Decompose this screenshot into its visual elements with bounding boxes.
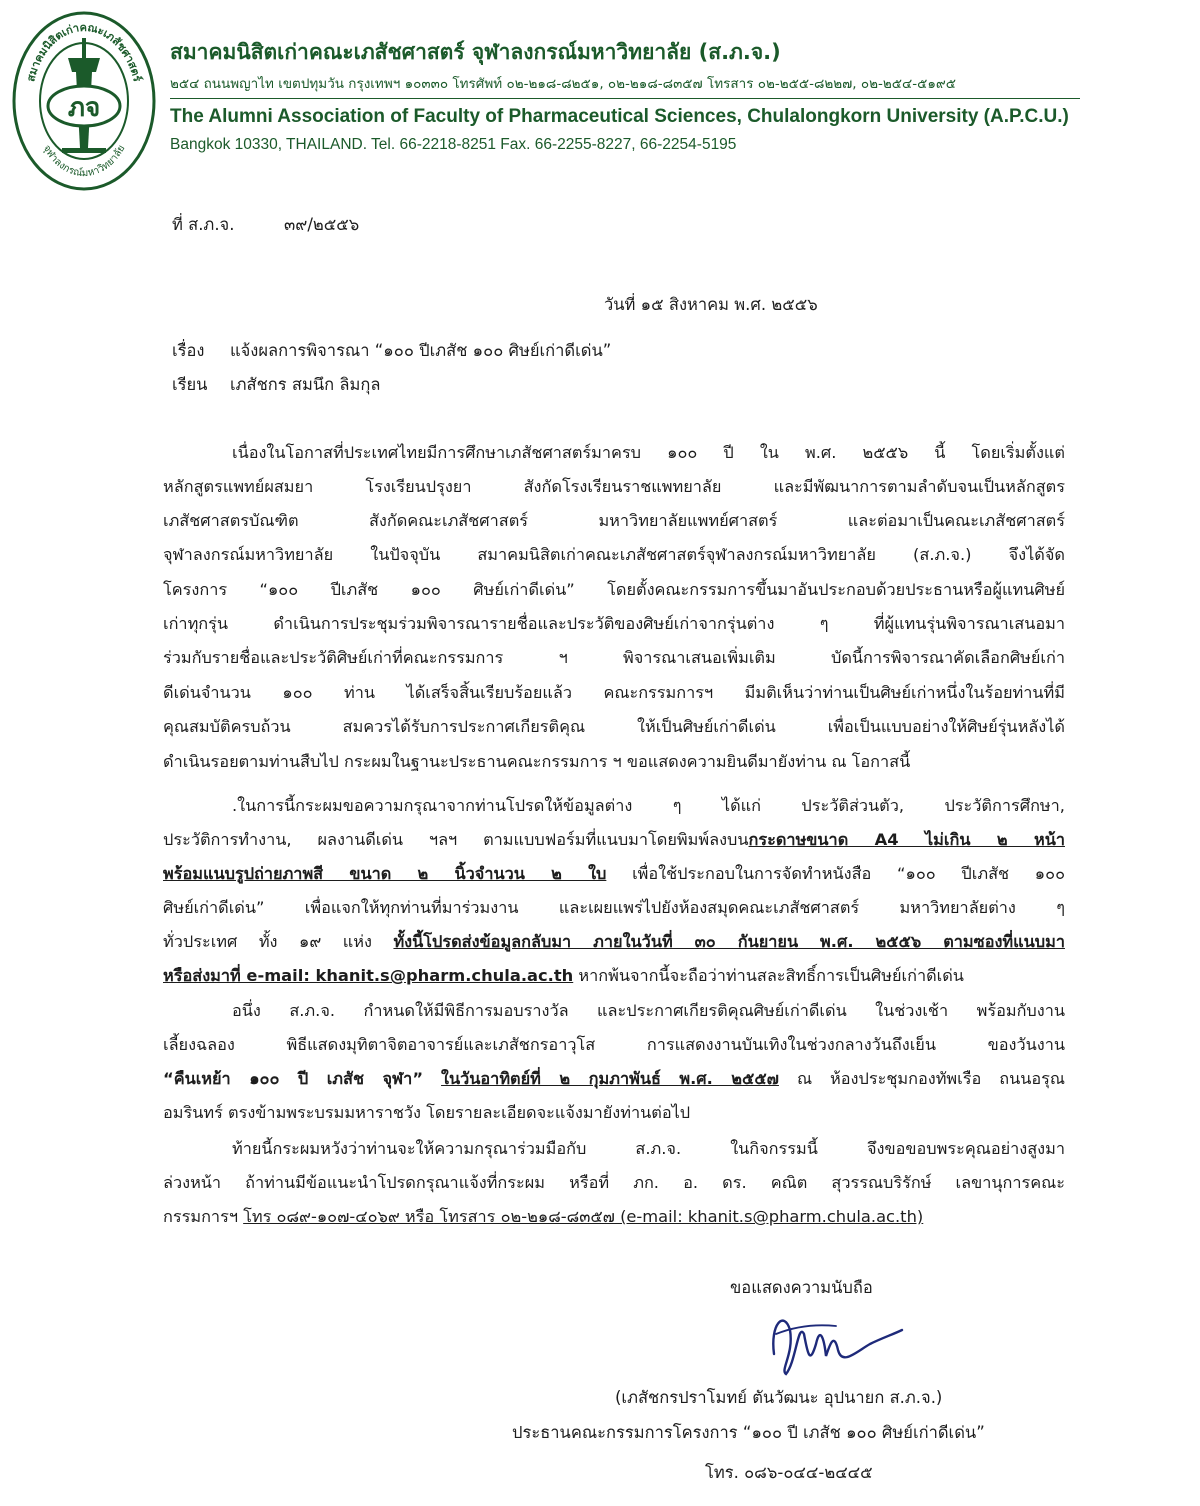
event-venue: ณ ห้องประชุมกองทัพเรือ ถนนอรุณ	[778, 1069, 1065, 1088]
paragraph-2-line-6	[163, 963, 964, 989]
paragraph-4-line-3-text: กรรมการฯ	[163, 1207, 244, 1226]
subject-text: แจ้งผลการพิจารณา “๑๐๐ ปีเภสัช ๑๐๐ ศิษย์เก่าดีเด่น”	[230, 341, 612, 360]
association-logo	[10, 8, 158, 194]
event-name: “คืนเหย้า ๑๐๐ ปี เภสัช จุฬา”	[163, 1069, 424, 1088]
paragraph-4-line-2: ล่วงหน้า ถ้าท่านมีข้อแนะนำโปรดกรุณาแจ้งที่กระผม หรือที่ ภก. อ. ดร. คณิต สุวรรณบริรักษ์ เลขานุการคณะ	[163, 1173, 1065, 1192]
paragraph-2-line-3	[163, 861, 1065, 887]
paragraph-1-line-7: ร่วมกับรายชื่อและประวัติศิษย์เก่าที่คณะกรรมการ ฯ พิจารณาเสนอเพิ่มเติม บัดนี้การพิจารณาคัดเลือกศิษย์เก่า	[163, 648, 1065, 667]
signer-name: (เภสัชกรปราโมทย์ ตันวัฒนะ อุปนายก ส.ภ.จ.)	[615, 1388, 943, 1407]
paragraph-3-line-2: เลี้ยงฉลอง พิธีแสดงมุทิตาจิตอาจารย์และเภสัชกรอาวุโส การแสดงงานบันเทิงในช่วงกลางวันถึงเย็น ของวันงาน	[163, 1035, 1065, 1054]
logo-ring-text-top: สมาคมนิสิตเก่าคณะเภสัชศาสตร์	[24, 20, 144, 83]
paragraph-1-line-2: หลักสูตรแพทย์ผสมยา โรงเรียนปรุงยา สังกัดโรงเรียนราชแพทยาลัย และมีพัฒนาการตามลำดับจนเป็นหลักสูตร	[163, 477, 1065, 496]
submission-email: หรือส่งมาที่ e-mail: khanit.s@pharm.chula.ac.th	[163, 966, 574, 985]
paragraph-2-line-1: .ในการนี้กระผมขอความกรุณาจากท่านโปรดให้ข้อมูลต่าง ๆ ได้แก่ ประวัติส่วนตัว, ประวัติการศึกษา,	[232, 796, 1065, 815]
paragraph-3-line-4: อมรินทร์ ตรงข้ามพระบรมมหาราชวัง โดยรายละเอียดจะแจ้งมายังท่านต่อไป	[163, 1103, 691, 1122]
reference-number: ๓๙/๒๕๕๖	[284, 215, 360, 234]
photo-requirement: พร้อมแนบรูปถ่ายภาพสี ขนาด ๒ นิ้วจำนวน ๒ ใบ	[163, 864, 607, 883]
paragraph-3-line-1: อนึ่ง ส.ภ.จ. กำหนดให้มีพิธีการมอบรางวัล และประกาศเกียรติคุณศิษย์เก่าดีเด่น ในช่วงเช้า พร้อมกับงาน	[232, 1001, 1065, 1020]
paragraph-1-line-3: เภสัชศาสตรบัณฑิต สังกัดคณะเภสัชศาสตร์ มหาวิทยาลัยแพทย์ศาสตร์ และต่อมาเป็นคณะเภสัชศาสตร์	[163, 511, 1065, 530]
paragraph-2-line-5	[163, 929, 1065, 955]
closing-phrase: ขอแสดงความนับถือ	[730, 1278, 873, 1297]
subject-label: เรื่อง	[172, 341, 205, 360]
paragraph-1-line-8: ดีเด่นจำนวน ๑๐๐ ท่าน ได้เสร็จสิ้นเรียบร้อยแล้ว คณะกรรมการฯ มีมติเห็นว่าท่านเป็นศิษย์เก่าหนึ่งในร้อยท่านที่มี	[163, 683, 1065, 702]
logo-ring-text-bottom: จุฬาลงกรณ์มหาวิทยาลัย	[40, 143, 128, 180]
paragraph-2-line-6-text: หากพ้นจากนี้จะถือว่าท่านสละสิทธิ์การเป็นศิษย์เก่าดีเด่น	[573, 966, 964, 985]
letter-date: วันที่ ๑๕ สิงหาคม พ.ศ. ๒๕๕๖	[604, 295, 818, 314]
paragraph-2-line-5-text: ทั่วประเทศ ทั้ง ๑๙ แห่ง	[163, 932, 394, 951]
paragraph-1-line-6: เก่าทุกรุ่น ดำเนินการประชุมร่วมพิจารณารายชื่อและประวัติของศิษย์เก่าจากรุ่นต่าง ๆ ที่ผู้แทนรุ่นพิจารณาเสนอมา	[163, 614, 1065, 633]
paragraph-3-line-3	[163, 1066, 1065, 1092]
signer-title: ประธานคณะกรรมการโครงการ “๑๐๐ ปี เภสัช ๑๐๐ ศิษย์เก่าดีเด่น”	[512, 1423, 985, 1442]
paragraph-2-line-4: ศิษย์เก่าดีเด่น” เพื่อแจกให้ทุกท่านที่มาร่วมงาน และเผยแพร่ไปยังห้องสมุดคณะเภสัชศาสตร์ มหาวิทยาลัยต่าง ๆ	[163, 898, 1065, 917]
reference-label: ที่ ส.ภ.จ.	[172, 215, 235, 234]
recipient-name: เภสัชกร สมนึก ลิมกุล	[230, 375, 381, 394]
signer-phone: โทร. ๐๘๖-๐๔๔-๒๔๔๕	[705, 1463, 873, 1482]
paragraph-1-line-5: โครงการ “๑๐๐ ปีเภสัช ๑๐๐ ศิษย์เก่าดีเด่น” โดยตั้งคณะกรรมการขึ้นมาอันประกอบด้วยประธานหรือผู้แทนศิษย์	[163, 580, 1065, 599]
contact-details: โทร ๐๘๙-๑๐๗-๔๐๖๙ หรือ โทรสาร ๐๒-๒๑๘-๘๓๕๗ (e-mail: khanit.s@pharm.chula.ac.th)	[243, 1207, 924, 1226]
paragraph-4-line-3	[163, 1204, 923, 1230]
paragraph-4-line-1: ท้ายนี้กระผมหวังว่าท่านจะให้ความกรุณาร่วมมือกับ ส.ภ.จ. ในกิจกรรมนี้ จึงขอขอบพระคุณอย่างสูงมา	[232, 1139, 1065, 1158]
org-name-thai: สมาคมนิสิตเก่าคณะเภสัชศาสตร์ จุฬาลงกรณ์มหาวิทยาลัย (ส.ภ.จ.)	[170, 40, 781, 64]
paragraph-2-line-2-text: ประวัติการทำงาน, ผลงานดีเด่น ฯลฯ ตามแบบฟอร์มที่แนบมาโดยพิมพ์ลงบน	[163, 830, 749, 849]
paragraph-1-line-9: คุณสมบัติครบถ้วน สมควรได้รับการประกาศเกียรติคุณ ให้เป็นศิษย์เก่าดีเด่น เพื่อเป็นแบบอย่างให้ศิษย์รุ่นหลังได้	[163, 717, 1065, 736]
header-divider	[170, 98, 1080, 99]
recipient-label: เรียน	[172, 375, 208, 394]
signature	[766, 1304, 906, 1384]
paper-size-requirement: กระดาษขนาด A4 ไม่เกิน ๒ หน้า	[748, 830, 1065, 849]
logo-monogram: ภจ	[67, 93, 101, 123]
paragraph-1-line-10: ดำเนินรอยตามท่านสืบไป กระผมในฐานะประธานคณะกรรมการ ฯ ขอแสดงความยินดีมายังท่าน ณ โอกาสนี้	[163, 752, 911, 771]
org-address-english: Bangkok 10330, THAILAND. Tel. 66-2218-8251 Fax. 66-2255-8227, 66-2254-5195	[170, 136, 737, 153]
submission-deadline: ทั้งนี้โปรดส่งข้อมูลกลับมา ภายในวันที่ ๓๐ กันยายน พ.ศ. ๒๕๕๖ ตามซองที่แนบมา	[393, 932, 1065, 951]
paragraph-2-line-2	[163, 827, 1065, 853]
event-date: ในวันอาทิตย์ที่ ๒ กุมภาพันธ์ พ.ศ. ๒๕๕๗	[441, 1069, 779, 1088]
paragraph-1-line-1: เนื่องในโอกาสที่ประเทศไทยมีการศึกษาเภสัชศาสตร์มาครบ ๑๐๐ ปี ใน พ.ศ. ๒๕๕๖ นี้ โดยเริ่มตั้งแต่	[232, 443, 1065, 462]
paragraph-1-line-4: จุฬาลงกรณ์มหาวิทยาลัย ในปัจจุบัน สมาคมนิสิตเก่าคณะเภสัชศาสตร์จุฬาลงกรณ์มหาวิทยาลัย (ส.ภ.จ.) จึงได้จัด	[163, 545, 1065, 564]
org-name-english: The Alumni Association of Faculty of Pharmaceutical Sciences, Chulalongkorn University (A.P.C.U.)	[170, 106, 1069, 127]
paragraph-2-line-3-text: เพื่อใช้ประกอบในการจัดทำหนังสือ “๑๐๐ ปีเภสัช ๑๐๐	[606, 864, 1065, 883]
org-address-thai: ๒๕๔ ถนนพญาไท เขตปทุมวัน กรุงเทพฯ ๑๐๓๓๐ โทรศัพท์ ๐๒-๒๑๘-๘๒๕๑, ๐๒-๒๑๘-๘๓๕๗ โทรสาร ๐๒-๒๕๕-๘๒๒๗, ๐๒-๒๕๔-๕๑๙๕	[170, 76, 956, 92]
